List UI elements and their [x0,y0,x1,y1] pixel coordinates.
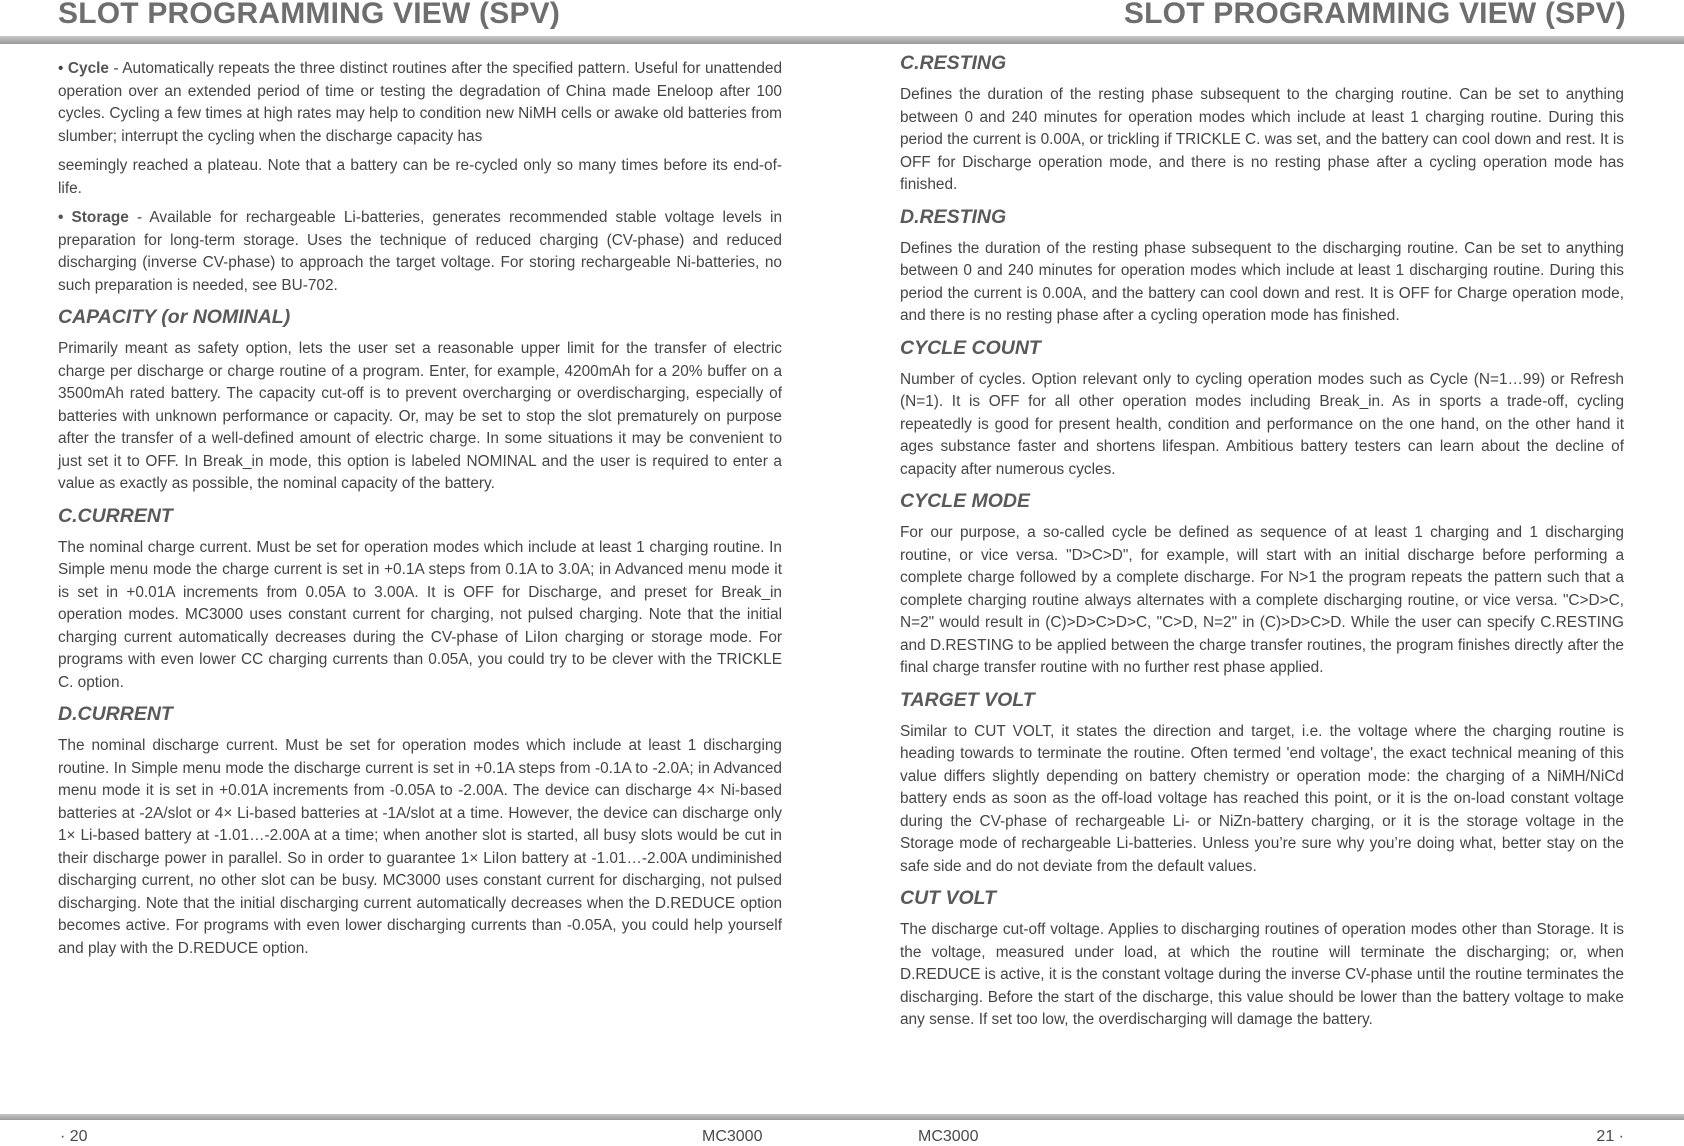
storage-term: • Storage [58,209,129,226]
footer-rule [0,1114,1684,1120]
left-page-column [58,58,782,967]
model-label-right: MC3000 [918,1128,979,1145]
section-heading-target-volt: TARGET VOLT [900,688,1035,711]
model-label-left: MC3000 [702,1128,763,1145]
d-current-paragraph: The nominal discharge current. Must be set for operation modes which include at least 1 discharging routine. In Simple menu mode the discharge current is set in +0.1A steps from -0.1A to -2.0A; in Advanced menu mode it is set in +0.01A increments from -0.05A to -2.00A. The device can discharge 4× Ni-based batteries at -2A/slot or 4× Li-based batteries at -1A/slot at a time. However, the device can discharge only 1× Li-based battery at -1.01…-2.00A at a time; when another slot is started, all busy slots would be cut in their discharge power in parallel. So in order to guarantee 1× LiIon battery at -1.01…-2.00A undiminished discharging current, no other slot can be busy. MC3000 uses constant current for discharging, not pulsed discharging. Note that the initial discharging current automatically decreases when the D.REDUCE option becomes active. For programs with even lower discharging currents than -0.05A, you could help yourself and play with the D.REDUCE option. [58,737,782,957]
target-volt-paragraph: Similar to CUT VOLT, it states the direction and target, i.e. the voltage where the charging routine is heading towards to terminate the routine. Often termed 'end voltage', the exact technical meaning of this value differs slightly depending on battery chemistry or operation mode: the charging of a NiMH/NiCd battery ends as soon as the off-load voltage has reached this point, or it is the on-load constant voltage during the CV-phase of rechargeable Li- or NiZn-battery charging, or it is the storage voltage in the Storage mode of rechargeable Li-batteries. Unless you’re sure why you’re doing what, better stay on the safe side and do not deviate from the default values. [900,722,1624,875]
section-heading-capacity: CAPACITY (or NOMINAL) [58,306,291,328]
section-heading-cycle-mode: CYCLE MODE [900,490,1031,512]
page-number-right: 21 · [1596,1128,1624,1145]
section-heading-cycle-count: CYCLE COUNT [900,336,1041,359]
capacity-paragraph: Primarily meant as safety option, lets the user set a reasonable upper limit for the transfer of electric charge per discharge or charge routine of a program. Enter, for example, 4200mAh for a 20% buffer on a 3500mAh rated battery. The capacity cut-off is to prevent overcharging or overdischarging, especially of batteries with unknown performance or capacity. Or, may be set to stop the slot prematurely on purpose after the transfer of a well-defined amount of electric charge. In some situations it may be convenient to just set it to OFF. In Break_in mode, this option is labeled NOMINAL and the user is required to enter a value as exactly as possible, the nominal capacity of the battery. [58,340,782,492]
section-heading-d-current: D.CURRENT [58,703,173,725]
cycle-mode-paragraph: For our purpose, a so-called cycle be defined as sequence of at least 1 charging and 1 discharging routine, or vice versa. "D>C>D", for example, will start with an initial discharge before performing a complete charge followed by a complete discharge. For N>1 the program repeats the pattern such that a complete charging routine always alternates with a complete discharging routine, or vice versa. "C>D>C, N=2" would result in (C)>D>C>D>C, "C>D, N=2" in (C)>D>C>D. While the user can specify C.RESTING and D.RESTING to be applied between the charge transfer routines, the program finishes directly after the final charge transfer routine with no further rest phase applied. [900,524,1624,676]
cycle-paragraph [58,58,782,148]
page-title-left: SLOT PROGRAMMING VIEW (SPV) [58,0,561,30]
c-current-paragraph: The nominal charge current. Must be set for operation modes which include at least 1 charging routine. In Simple menu mode the charge current is set in +0.1A steps from 0.1A to 3.0A; in Advanced menu mode it is set in +0.01A increments from 0.05A to 3.00A. It is OFF for Discharge, and preset for Break_in operation modes. MC3000 uses constant current for charging, not pulsed charging. Note that the initial charging current automatically decreases during the CV-phase of LiIon charging or storage mode. For programs with even lower CC charging currents than 0.05A, you could try to be clever with the TRICKLE C. option. [58,538,782,691]
bullet: • [58,60,64,77]
section-heading-c-resting: C.RESTING [900,52,1007,74]
storage-paragraph [58,207,782,297]
header-rule [0,36,1684,44]
cycle-count-paragraph: Number of cycles. Option relevant only to cycling operation modes such as Cycle (N=1…99) or Refresh (N=1). It is OFF for all other operation modes including Break_in. As in sports a trade-off, cycling repeatedly is good for present health, condition and performance on the one hand, on the other hand it ages substance faster and shortens lifespan. Ambitious battery testers can learn about the decline of capacity after numerous cycles. [900,370,1624,478]
d-resting-paragraph: Defines the duration of the resting phase subsequent to the discharging routine. Can be set to anything between 0 and 240 minutes for operation modes which include at least 1 discharging routine. During this period the current is 0.00A, and the battery can cool down and rest. It is OFF for Charge operation mode, and there is no resting phase after a cycling operation mode has finished. [900,239,1624,324]
right-page-column [900,46,1624,1039]
storage-text: - Available for rechargeable Li-batteries, generates recommended stable voltage levels in preparation for long-term storage. Uses the technique of reduced charging (CV-phase) and reduced discharging (inverse CV-phase) to approach the target voltage. For storing rechargeable Ni-batteries, no such preparation is needed, see BU-702. [58,209,782,294]
cycle-term: Cycle [67,60,109,77]
cut-volt-paragraph: The discharge cut-off voltage. Applies to discharging routines of operation modes other than Storage. It is the voltage, measured under load, at which the routine will terminate the discharging; or, when D.REDUCE is active, it is the constant voltage during the inverse CV-phase until the routine terminates the discharging. Before the start of the discharge, this value should be lower than the battery voltage to make any sense. If set too low, the overdischarging will damage the battery. [900,921,1624,1028]
cycle-paragraph-continued: seemingly reached a plateau. Note that a battery can be re-cycled only so many times before its end-of-life. [58,157,782,197]
section-heading-c-current: C.CURRENT [58,504,173,527]
page-title-right: SLOT PROGRAMMING VIEW (SPV) [1123,0,1626,30]
section-heading-d-resting: D.RESTING [900,205,1007,228]
page-number-left: · 20 [60,1128,88,1145]
c-resting-paragraph: Defines the duration of the resting phase subsequent to the charging routine. Can be set to anything between 0 and 240 minutes for operation modes which include at least 1 charging routine. During this period the current is 0.00A, or trickling if TRICKLE C. was set, and the battery can cool down and rest. It is OFF for Discharge operation mode, and there is no resting phase after a cycling operation mode has finished. [900,86,1624,193]
section-heading-cut-volt: CUT VOLT [900,887,997,909]
cycle-text: - Automatically repeats the three distinct routines after the specified pattern. Useful for unattended operation over an extended period of time or testing the degradation of China made Eneloop after 100 cycles. Cycling a few times at high rates may help to condition new NiMH cells or awake old batteries from slumber; interrupt the cycling when the discharge capacity has [58,60,783,145]
